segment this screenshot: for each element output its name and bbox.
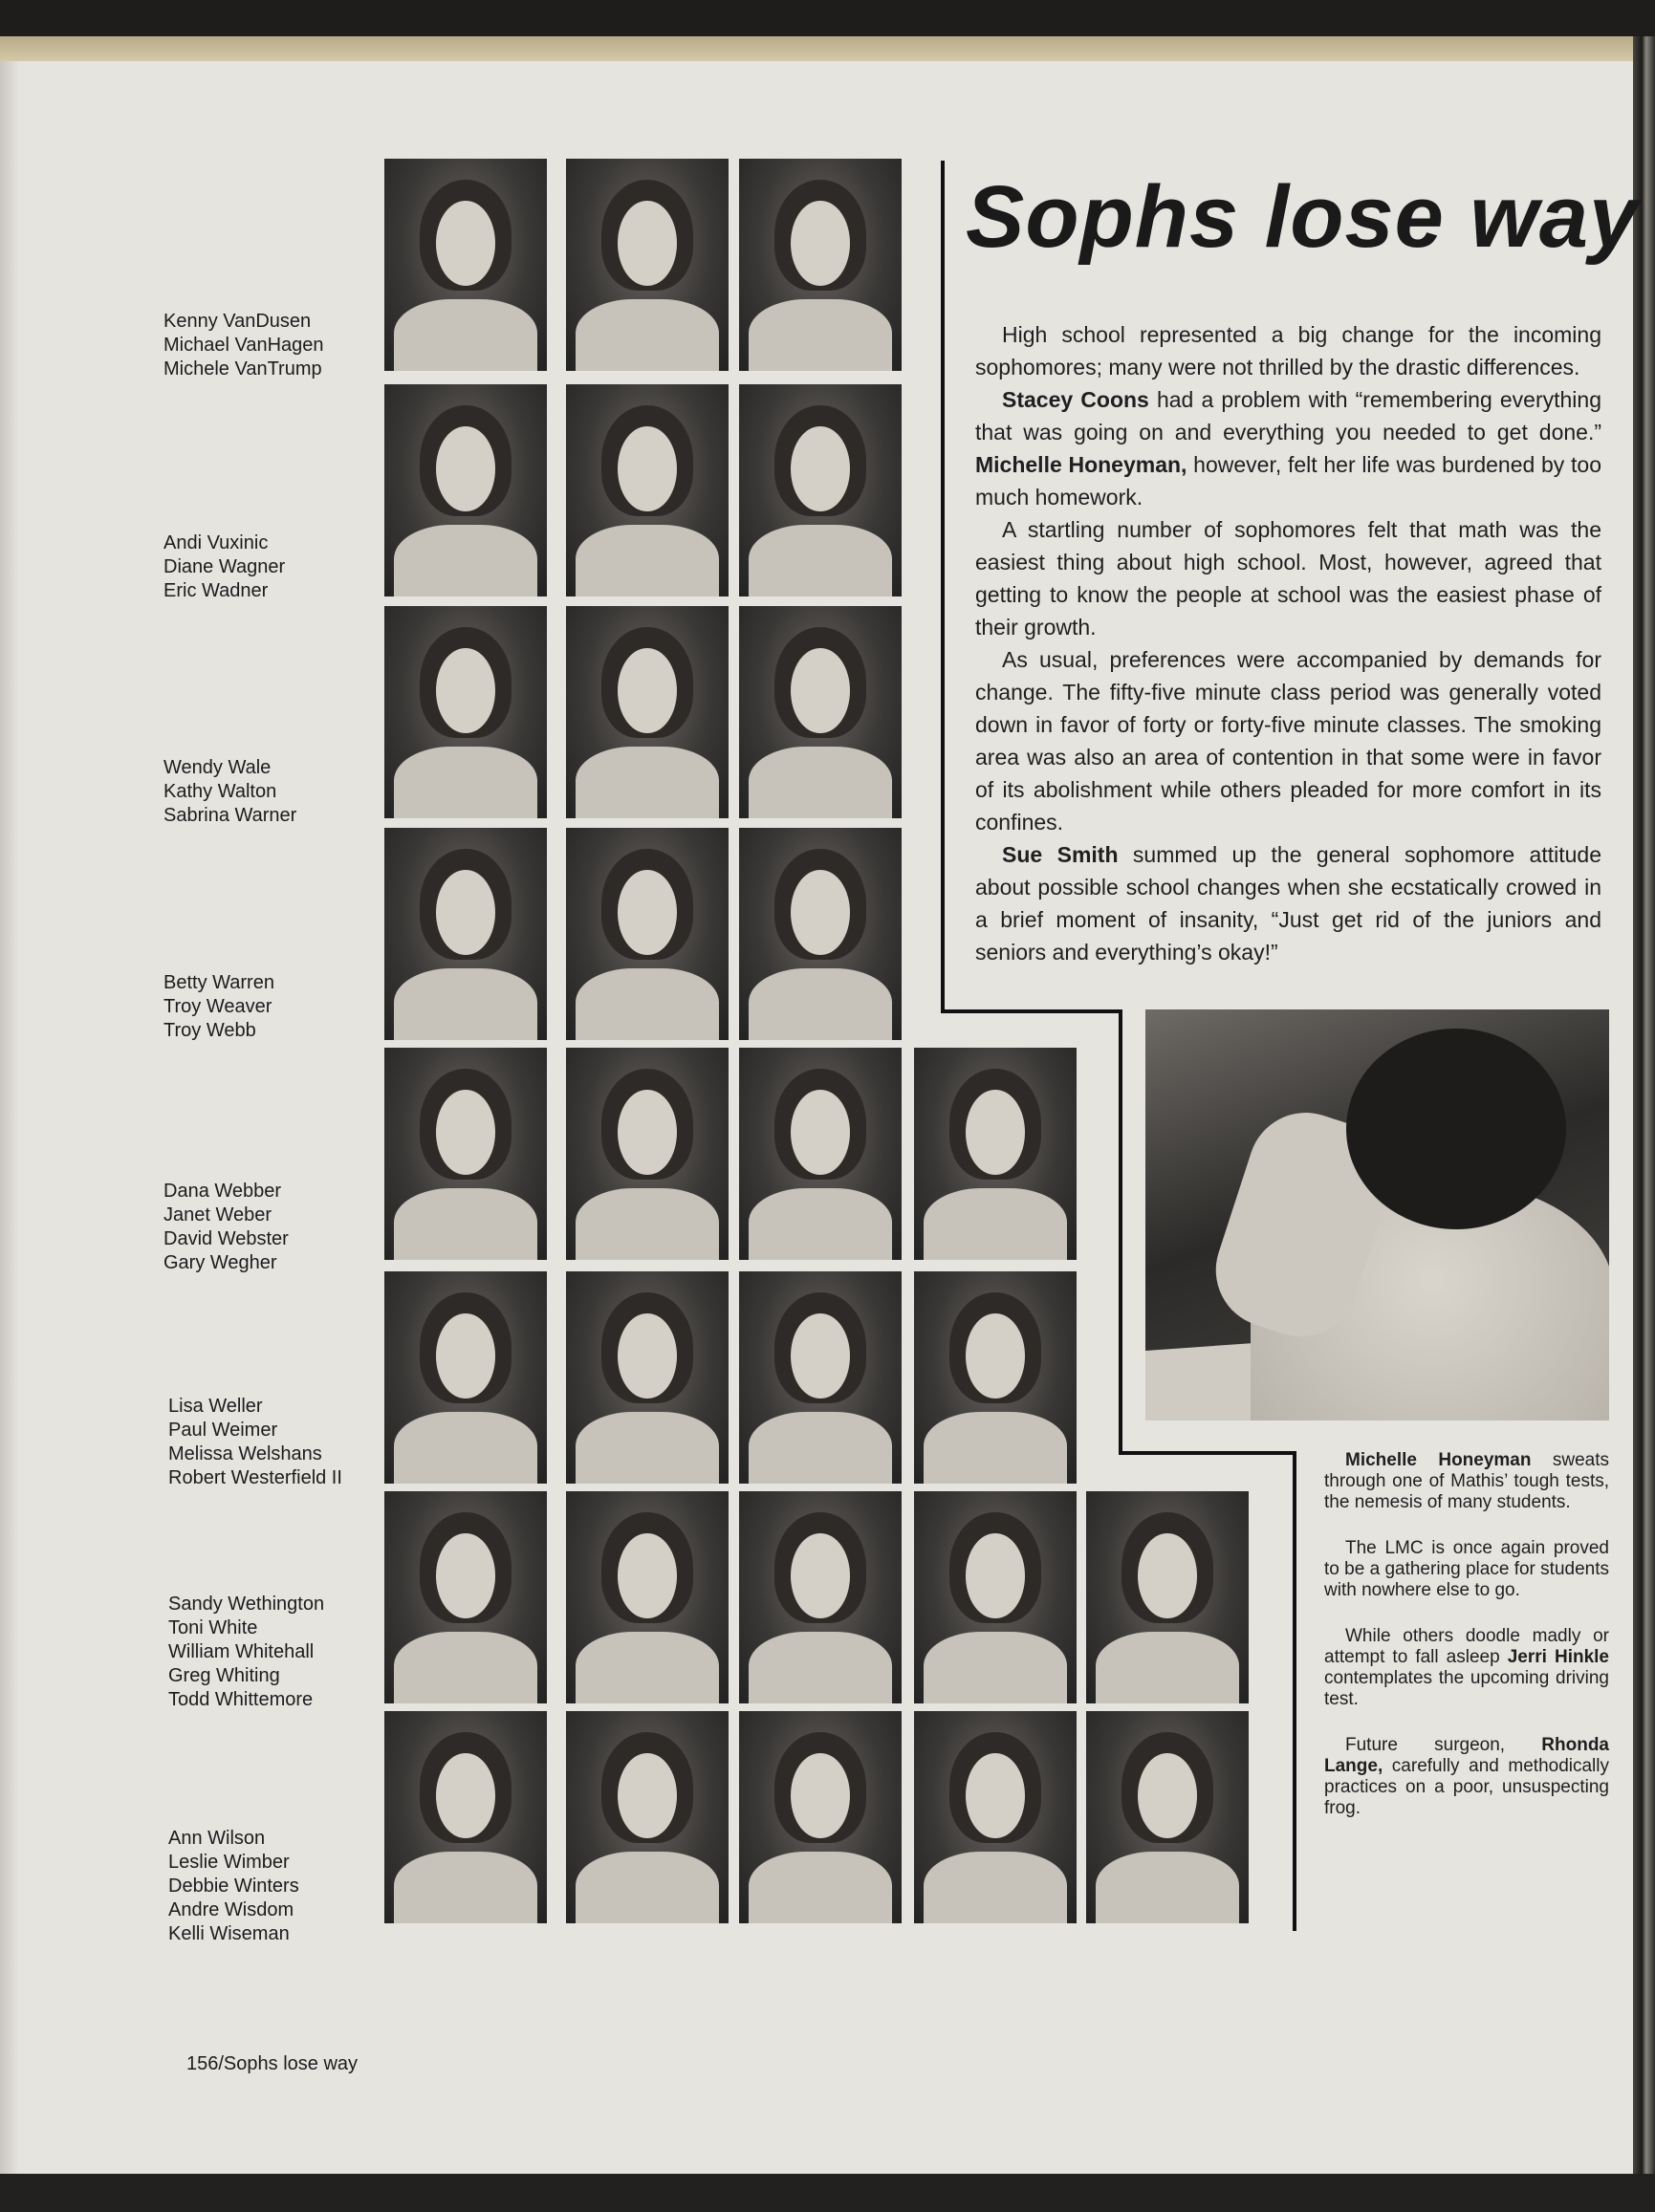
portrait-face xyxy=(618,1753,676,1838)
folio: 156/Sophs lose way xyxy=(186,2053,359,2074)
student-name: Janet Weber xyxy=(163,1204,272,1225)
student-portrait xyxy=(739,828,902,1040)
student-name: Michael VanHagen xyxy=(163,335,324,356)
student-portrait xyxy=(914,1048,1077,1260)
student-name: Melissa Welshans xyxy=(168,1443,322,1464)
names-row-4 xyxy=(163,971,274,1043)
names-row-2 xyxy=(163,531,285,603)
portrait-body xyxy=(924,1632,1067,1703)
caption-paragraph xyxy=(1324,1626,1609,1710)
bold-name: Rhonda Lange, xyxy=(1324,1735,1609,1776)
student-portrait xyxy=(384,828,547,1040)
portrait-face xyxy=(618,426,676,511)
portrait-body xyxy=(749,1412,892,1484)
portrait-face xyxy=(791,201,849,286)
portrait-face xyxy=(966,1313,1024,1399)
portrait-body xyxy=(394,1188,537,1260)
scan-bottom-border xyxy=(0,2174,1655,2212)
portrait-body xyxy=(924,1852,1067,1923)
portrait-face xyxy=(436,1753,494,1838)
story-paragraph xyxy=(975,318,1601,383)
caption-paragraph xyxy=(1324,1735,1609,1819)
portrait-face xyxy=(791,870,849,955)
portrait-body xyxy=(749,525,892,596)
portrait-body xyxy=(749,1632,892,1703)
student-name: Toni White xyxy=(168,1617,258,1638)
portrait-body xyxy=(394,747,537,818)
student-portrait xyxy=(739,159,902,371)
student-name: Eric Wadner xyxy=(163,580,269,601)
student-portrait xyxy=(739,1048,902,1260)
text-run: A startling number of sophomores felt that math was the easiest thing about high school. Most, however, agreed that getting to know the people at school was the easiest phase of their growth. xyxy=(975,517,1601,640)
portrait-face xyxy=(436,648,494,733)
student-portrait xyxy=(566,1491,729,1703)
caption-rule-vertical xyxy=(1293,1451,1296,1931)
student-portrait xyxy=(566,159,729,371)
student-portrait xyxy=(384,1048,547,1260)
portrait-face xyxy=(966,1533,1024,1618)
text-run: contemplates the upcoming driving test. xyxy=(1324,1668,1609,1709)
photo-captions xyxy=(1324,1450,1609,1844)
portrait-face xyxy=(618,1313,676,1399)
student-name: Diane Wagner xyxy=(163,556,286,577)
portrait-body xyxy=(576,1412,719,1484)
student-portrait xyxy=(384,606,547,818)
text-run: sweats through one of Mathis’ tough tests, the nemesis of many students. xyxy=(1324,1450,1609,1512)
photo-head xyxy=(1346,1029,1566,1229)
student-name: Wendy Wale xyxy=(163,757,272,778)
portrait-face xyxy=(618,648,676,733)
portrait-body xyxy=(394,525,537,596)
student-portrait xyxy=(566,1048,729,1260)
student-name: Troy Weaver xyxy=(163,996,272,1017)
portrait-face xyxy=(1138,1753,1196,1838)
student-portrait xyxy=(739,1271,902,1484)
student-name: Robert Westerfield II xyxy=(168,1467,342,1488)
portrait-body xyxy=(749,747,892,818)
bold-name: Jerri Hinkle xyxy=(1507,1647,1609,1667)
portrait-face xyxy=(1138,1533,1196,1618)
portrait-body xyxy=(576,299,719,371)
text-run: had a problem with “remembering everything that was going on and everything you needed to get done.” xyxy=(975,387,1601,445)
portrait-body xyxy=(394,968,537,1040)
portrait-body xyxy=(749,299,892,371)
student-portrait xyxy=(1086,1711,1249,1923)
student-portrait xyxy=(739,384,902,596)
student-name: Dana Webber xyxy=(163,1181,282,1202)
student-name: Andre Wisdom xyxy=(168,1899,294,1920)
student-name: Gary Wegher xyxy=(163,1252,277,1273)
names-row-1 xyxy=(163,310,324,381)
student-portrait xyxy=(739,1711,902,1923)
student-name: Betty Warren xyxy=(163,972,274,993)
story-text xyxy=(975,318,1601,968)
caption-paragraph xyxy=(1324,1538,1609,1601)
student-portrait xyxy=(384,159,547,371)
portrait-body xyxy=(394,299,537,371)
portrait-face xyxy=(791,426,849,511)
student-name: David Webster xyxy=(163,1228,289,1249)
student-portrait xyxy=(914,1711,1077,1923)
portrait-body xyxy=(576,525,719,596)
binding-strip xyxy=(0,36,1655,61)
student-name: Leslie Wimber xyxy=(168,1852,290,1873)
student-portrait xyxy=(1086,1491,1249,1703)
text-run: While others doodle madly or attempt to fall asleep xyxy=(1324,1626,1609,1667)
student-name: Debbie Winters xyxy=(168,1876,299,1897)
portrait-face xyxy=(436,1533,494,1618)
text-run: summed up the general sophomore attitude about possible school changes when she ecstatically crowed in a brief moment of insanity, “Just get rid of the juniors and seniors and everything’s okay!” xyxy=(975,842,1601,965)
story-rule-horizontal xyxy=(941,1009,1122,1013)
student-portrait xyxy=(566,384,729,596)
student-name: Sandy Wethington xyxy=(168,1594,325,1615)
student-portrait xyxy=(384,1711,547,1923)
names-row-6 xyxy=(168,1395,342,1490)
student-portrait xyxy=(566,606,729,818)
story-rule-vertical xyxy=(941,161,945,1013)
portrait-face xyxy=(966,1753,1024,1838)
portrait-face xyxy=(791,648,849,733)
student-name: Lisa Weller xyxy=(168,1396,263,1417)
student-portrait xyxy=(566,1711,729,1923)
student-name: Greg Whiting xyxy=(168,1665,280,1686)
page-left-edge xyxy=(0,61,19,2174)
portrait-face xyxy=(618,201,676,286)
portrait-body xyxy=(924,1412,1067,1484)
bold-name: Sue Smith xyxy=(1002,842,1119,867)
portrait-body xyxy=(576,968,719,1040)
bold-name: Michelle Honeyman, xyxy=(975,452,1187,477)
portrait-body xyxy=(749,1188,892,1260)
names-row-7 xyxy=(168,1593,324,1712)
student-portrait xyxy=(739,606,902,818)
portrait-body xyxy=(576,1852,719,1923)
bold-name: Stacey Coons xyxy=(1002,387,1149,412)
portrait-face xyxy=(618,1090,676,1175)
student-name: Kelli Wiseman xyxy=(168,1923,290,1944)
student-portrait xyxy=(384,1271,547,1484)
student-portrait xyxy=(914,1271,1077,1484)
student-portrait xyxy=(739,1491,902,1703)
portrait-body xyxy=(394,1852,537,1923)
portrait-body xyxy=(394,1632,537,1703)
student-portrait xyxy=(566,828,729,1040)
story-paragraph xyxy=(975,643,1601,838)
portrait-face xyxy=(791,1313,849,1399)
student-portrait xyxy=(384,384,547,596)
names-row-8 xyxy=(168,1827,299,1946)
page-title: Sophs lose way xyxy=(966,168,1640,266)
story-paragraph xyxy=(975,513,1601,643)
story-paragraph xyxy=(975,838,1601,968)
portrait-face xyxy=(791,1533,849,1618)
portrait-body xyxy=(924,1188,1067,1260)
names-row-5 xyxy=(163,1180,289,1275)
portrait-face xyxy=(791,1753,849,1838)
scan-top-border xyxy=(0,0,1655,36)
text-run: however, felt her life was burdened by too much homework. xyxy=(975,452,1601,510)
portrait-face xyxy=(436,1313,494,1399)
text-run: Future surgeon, xyxy=(1345,1735,1542,1755)
student-portrait xyxy=(914,1491,1077,1703)
student-name: Andi Vuxinic xyxy=(163,532,269,553)
story-rule-step-horizontal xyxy=(1119,1451,1296,1455)
portrait-face xyxy=(436,426,494,511)
caption-paragraph xyxy=(1324,1450,1609,1513)
candid-photo-student-studying xyxy=(1145,1009,1609,1420)
story-rule-step-vertical xyxy=(1119,1009,1122,1455)
portrait-body xyxy=(576,1632,719,1703)
names-row-3 xyxy=(163,756,296,828)
student-name: Ann Wilson xyxy=(168,1828,266,1849)
portrait-body xyxy=(749,1852,892,1923)
portrait-face xyxy=(436,1090,494,1175)
portrait-face xyxy=(791,1090,849,1175)
portrait-body xyxy=(576,1188,719,1260)
student-name: Todd Whittemore xyxy=(168,1689,314,1710)
student-name: Paul Weimer xyxy=(168,1420,278,1441)
student-name: William Whitehall xyxy=(168,1641,315,1662)
student-portrait xyxy=(384,1491,547,1703)
portrait-face xyxy=(618,1533,676,1618)
page-right-edge xyxy=(1633,36,1655,2174)
bold-name: Michelle Honeyman xyxy=(1345,1450,1532,1470)
portrait-body xyxy=(1096,1852,1239,1923)
portrait-body xyxy=(749,968,892,1040)
portrait-body xyxy=(394,1412,537,1484)
student-portrait xyxy=(566,1271,729,1484)
text-run: High school represented a big change for the incoming sophomores; many were not thrilled by the drastic differences. xyxy=(975,322,1601,380)
student-name: Sabrina Warner xyxy=(163,805,297,826)
student-name: Troy Webb xyxy=(163,1020,256,1041)
portrait-body xyxy=(576,747,719,818)
portrait-face xyxy=(436,201,494,286)
student-name: Michele VanTrump xyxy=(163,358,322,380)
portrait-body xyxy=(1096,1632,1239,1703)
portrait-face xyxy=(436,870,494,955)
portrait-face xyxy=(618,870,676,955)
portrait-face xyxy=(966,1090,1024,1175)
student-name: Kenny VanDusen xyxy=(163,311,312,332)
text-run: carefully and methodically practices on a poor, unsuspecting frog. xyxy=(1324,1756,1609,1818)
text-run: As usual, preferences were accompanied by demands for change. The fifty-five minute class period was generally voted down in favor of forty or forty-five minute classes. The smoking area was also an area of contention in that some were in favor of its abolishment while others pleaded for more comfort in its confines. xyxy=(975,647,1601,835)
story-paragraph xyxy=(975,383,1601,513)
text-run: The LMC is once again proved to be a gathering place for students with nowhere else to go. xyxy=(1324,1538,1609,1600)
student-name: Kathy Walton xyxy=(163,781,277,802)
